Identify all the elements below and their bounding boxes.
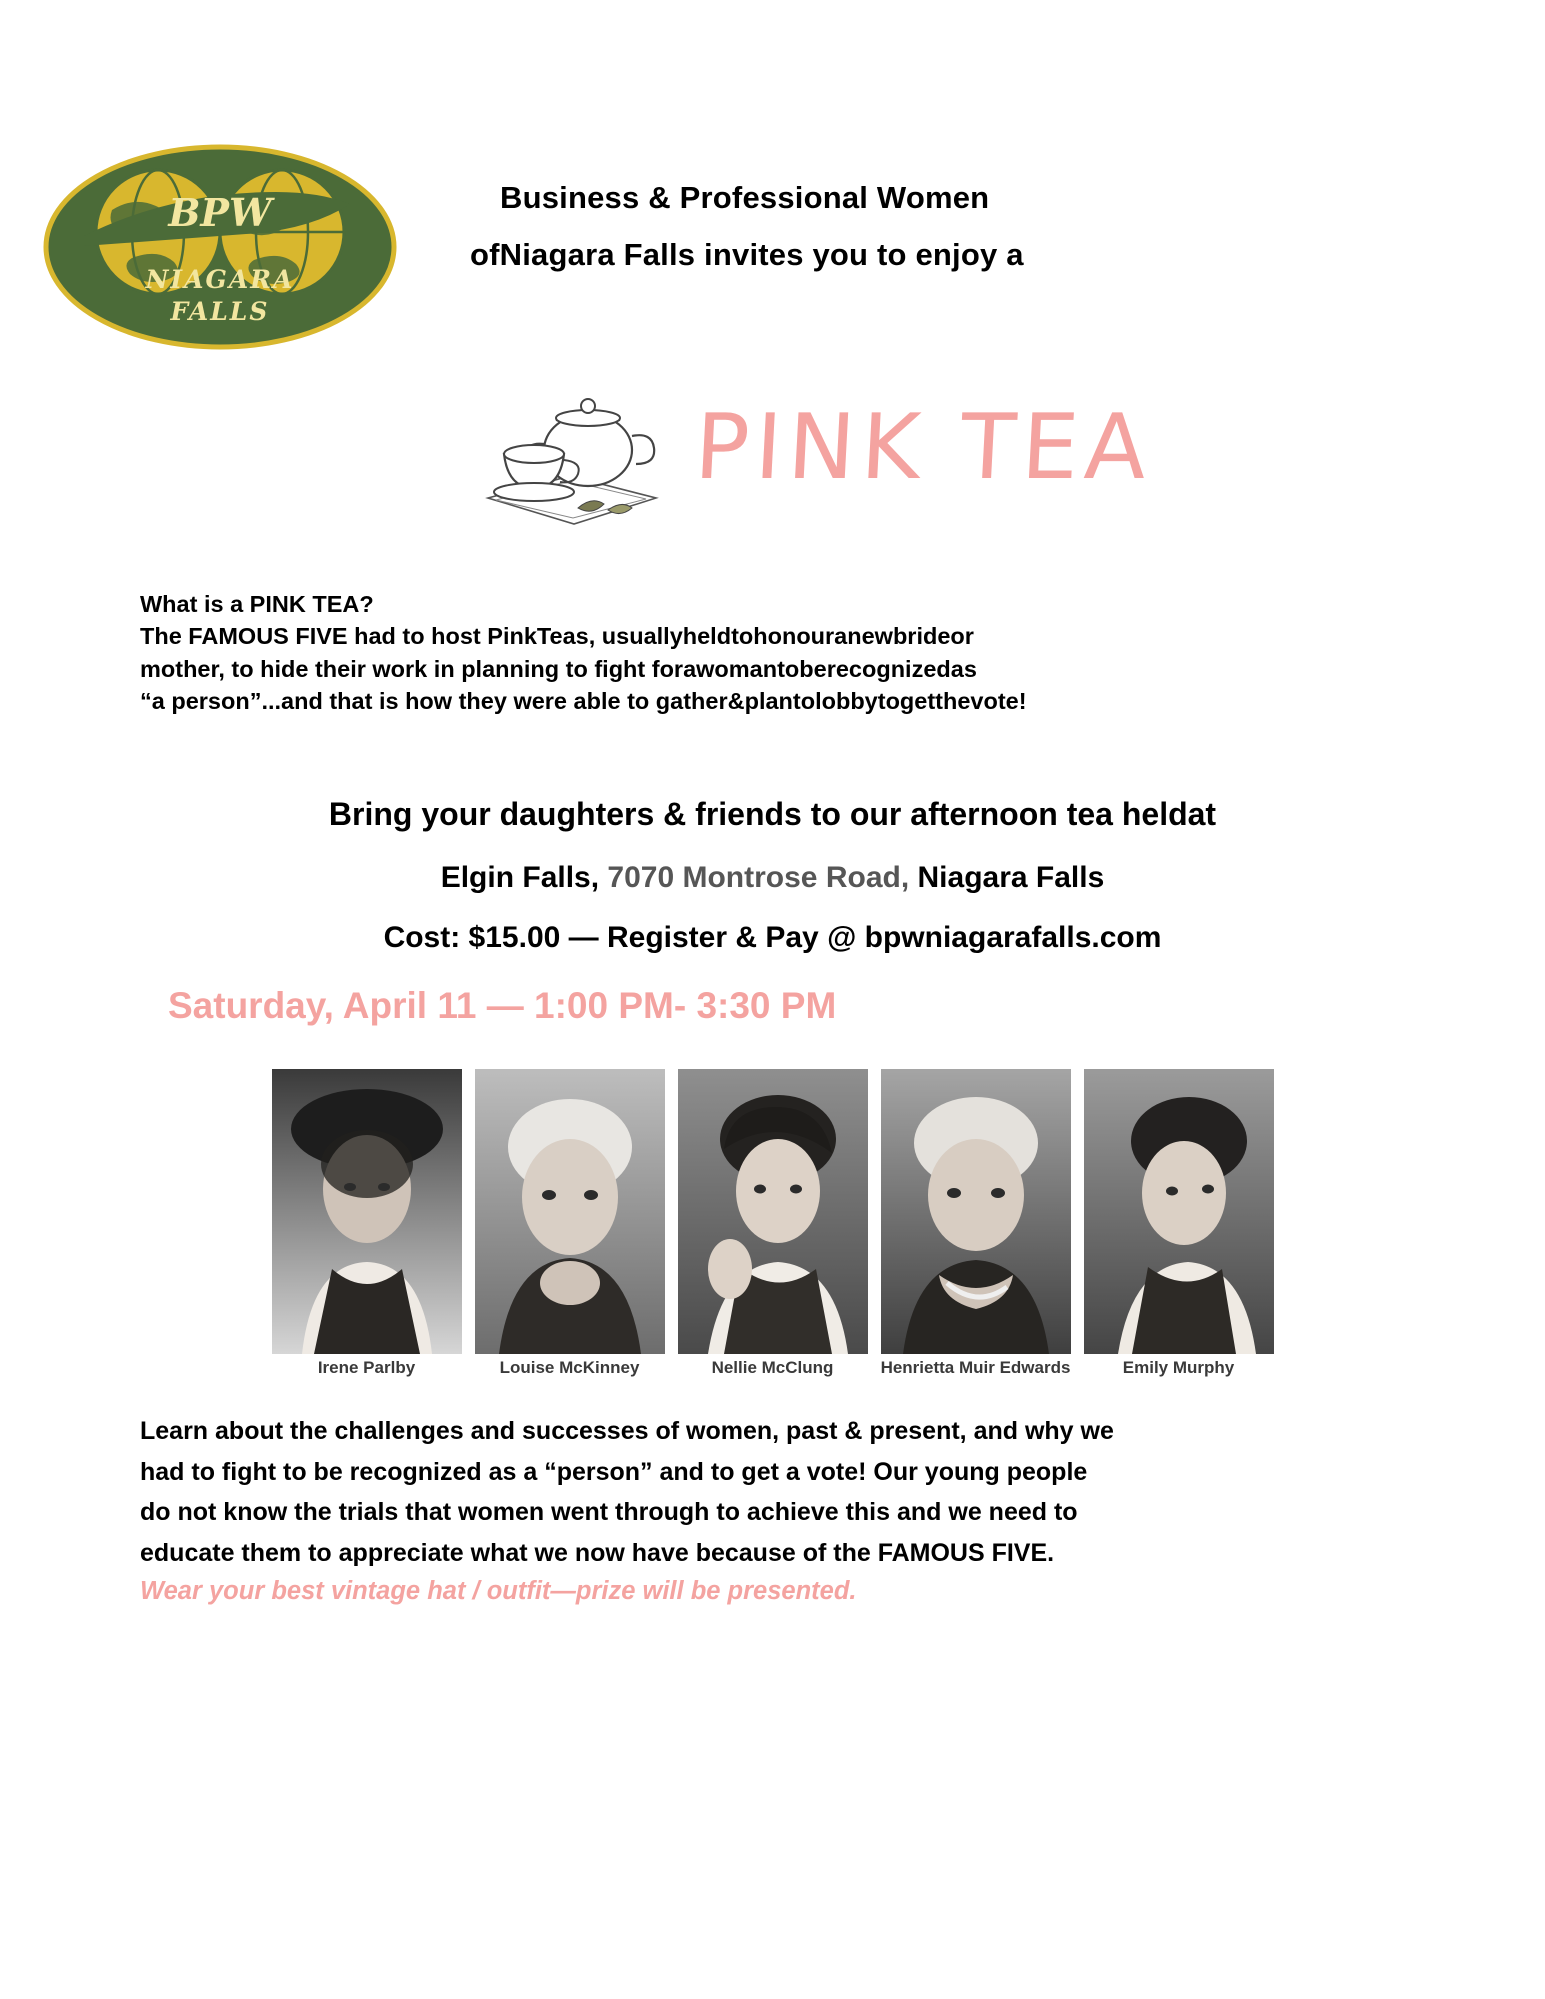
portrait-caption: Nellie McClung (711, 1357, 834, 1377)
portrait-caption: Louise McKinney (499, 1357, 640, 1377)
famous-five-portraits (0, 1069, 1545, 1378)
svg-text:FALLS: FALLS (170, 297, 270, 326)
portrait-caption: Emily Murphy (1122, 1357, 1235, 1377)
portrait-caption: Henrietta Muir Edwards (880, 1357, 1071, 1377)
svg-text:BPW: BPW (168, 190, 272, 235)
bring-guests-line: Bring your daughters & friends to our afternoon tea heldat (328, 795, 1217, 832)
svg-text:NIAGARA: NIAGARA (145, 265, 295, 294)
logo-container (0, 140, 400, 355)
learn-paragraph (140, 1411, 1370, 1573)
learn-line-3: do not know the trials that women went through to achieve this and we need to (140, 1498, 1078, 1527)
portrait-caption: Irene Parlby (317, 1357, 416, 1377)
teapot-icon (470, 358, 670, 538)
venue-name: Elgin Falls, (440, 860, 600, 894)
teapot-illustration (465, 345, 675, 550)
portrait-photo-louise-mckinney (475, 1069, 665, 1354)
portrait-item (1084, 1069, 1274, 1378)
portrait-item (475, 1069, 665, 1378)
portrait-photo-emily-murphy (1084, 1069, 1274, 1354)
bpw-niagara-falls-logo (40, 140, 400, 355)
event-date-time: Saturday, April 11 — 1:00 PM- 3:30 PM (168, 984, 837, 1026)
vintage-hat-note: Wear your best vintage hat / outfit—prize will be presented. (140, 1577, 857, 1606)
title-row (0, 345, 1545, 550)
portrait-photo-henrietta-muir-edwards (881, 1069, 1071, 1354)
learn-line-2: had to fight to be recognized as a “person” and to get a vote! Our young people (140, 1457, 1088, 1486)
portrait-item (272, 1069, 462, 1378)
portrait-item (881, 1069, 1071, 1378)
flyer-header (0, 0, 1545, 355)
what-is-pink-tea-block (140, 588, 1340, 718)
event-details-block (0, 796, 1545, 1027)
portrait-item (678, 1069, 868, 1378)
venue-line (0, 861, 1545, 895)
logo-graphic (40, 140, 400, 355)
learn-line-1: Learn about the challenges and successes of women, past & present, and why we (140, 1417, 1114, 1446)
venue-city: Niagara Falls (917, 860, 1105, 894)
pink-tea-title: PINK TEA (692, 395, 1155, 500)
what-is-heading: What is a PINK TEA? (140, 591, 374, 617)
what-is-line-3: “a person”...and that is how they were able to gather&plantolobbytogetthevote! (140, 688, 1027, 715)
what-is-line-2: mother, to hide their work in planning to fight forawomantoberecognizedas (140, 655, 977, 682)
portrait-photo-irene-parlby (272, 1069, 462, 1354)
what-is-line-1: The FAMOUS FIVE had to host PinkTeas, usuallyheldtohonouranewbrideor (140, 623, 974, 650)
header-line-1: Business & Professional Women (500, 180, 990, 215)
header-text-block (400, 140, 1545, 296)
venue-address: 7070 Montrose Road, (607, 860, 910, 894)
header-line-2: ofNiagara Falls invites you to enjoy a (470, 237, 1024, 272)
portrait-photo-nellie-mcclung (678, 1069, 868, 1354)
learn-line-4: educate them to appreciate what we now have because of the FAMOUS FIVE. (140, 1538, 1055, 1567)
cost-and-registration-line: Cost: $15.00 — Register & Pay @ bpwniagarafalls.com (383, 920, 1162, 954)
